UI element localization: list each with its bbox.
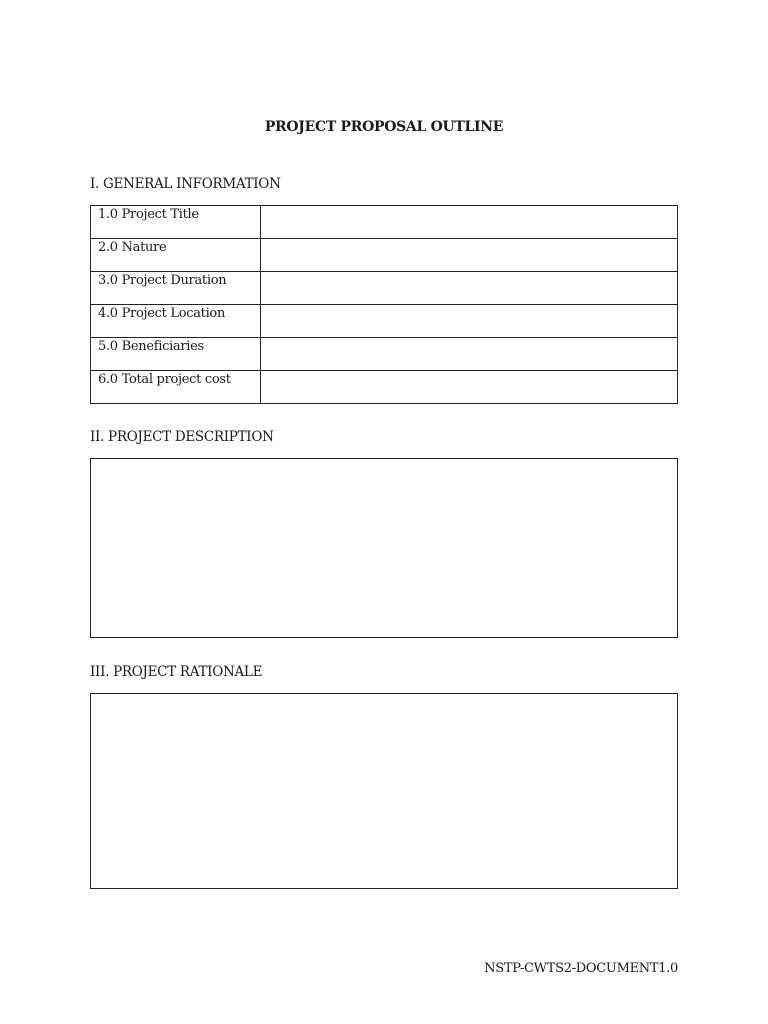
nature-value-cell[interactable] (261, 239, 678, 272)
table-row (91, 272, 678, 305)
table-row (91, 371, 678, 404)
project-location-value-cell[interactable] (261, 305, 678, 338)
project-title-label: 1.0 Project Title (98, 207, 199, 222)
beneficiaries-label: 5.0 Beneficiaries (98, 339, 204, 354)
project-description-box[interactable] (90, 458, 678, 638)
project-duration-value-cell[interactable] (261, 272, 678, 305)
table-label-cell (91, 305, 261, 338)
total-project-cost-value-cell[interactable] (261, 371, 678, 404)
project-rationale-box[interactable] (90, 693, 678, 889)
table-row (91, 305, 678, 338)
table-label-cell (91, 272, 261, 305)
page-title: PROJECT PROPOSAL OUTLINE (264, 119, 504, 135)
table-row (91, 239, 678, 272)
table-row (91, 338, 678, 371)
table-row (91, 206, 678, 239)
total-project-cost-label: 6.0 Total project cost (98, 372, 231, 387)
general-information-table (90, 205, 678, 404)
footer-document-code: NSTP-CWTS2-DOCUMENT1.0 (484, 961, 678, 976)
nature-label: 2.0 Nature (98, 240, 167, 255)
table-label-cell (91, 206, 261, 239)
beneficiaries-value-cell[interactable] (261, 338, 678, 371)
section-heading-project-description: II. PROJECT DESCRIPTION (90, 429, 274, 445)
table-label-cell (91, 239, 261, 272)
project-duration-label: 3.0 Project Duration (98, 273, 227, 288)
section-heading-general-information: I. GENERAL INFORMATION (90, 176, 281, 192)
section-heading-project-rationale: III. PROJECT RATIONALE (90, 664, 263, 680)
table-label-cell (91, 371, 261, 404)
project-title-value-cell[interactable] (261, 206, 678, 239)
project-location-label: 4.0 Project Location (98, 306, 226, 321)
table-label-cell (91, 338, 261, 371)
